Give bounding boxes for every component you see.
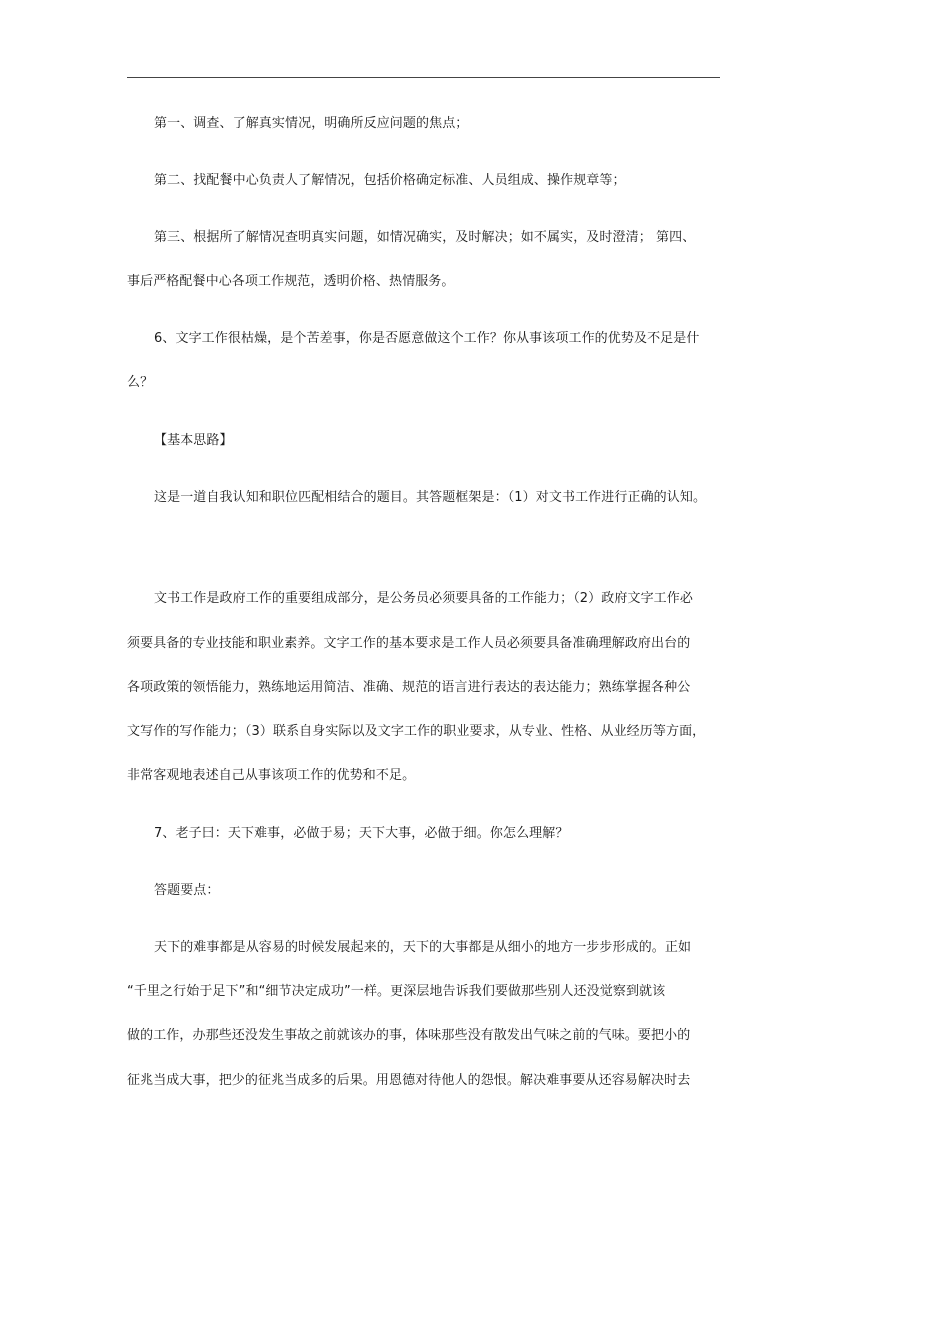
- section-heading: 【基本思路】: [154, 433, 233, 448]
- section-heading: 答题要点：: [154, 883, 220, 898]
- question-6-line: 么？: [127, 375, 154, 390]
- text-line: 事后严格配餐中心各项工作规范，透明价格、热情服务。: [127, 274, 455, 289]
- header-rule: [127, 77, 720, 78]
- text-line: 各项政策的领悟能力，熟练地运用简洁、准确、规范的语言进行表达的表达能力；熟练掌握各种公: [127, 680, 691, 695]
- text-line: 非常客观地表述自己从事该项工作的优势和不足。: [127, 768, 416, 783]
- text-line: 天下的难事都是从容易的时候发展起来的，天下的大事都是从细小的地方一步步形成的。正如: [154, 940, 692, 955]
- text-line: 征兆当成大事，把少的征兆当成多的后果。用恩德对待他人的怨恨。解决难事要从还容易解决时去: [127, 1073, 691, 1088]
- text-line: 这是一道自我认知和职位匹配相结合的题目。其答题框架是：（1）对文书工作进行正确的认知。: [154, 490, 707, 505]
- question-6-line: 6、文字工作很枯燥，是个苦差事，你是否愿意做这个工作？你从事该项工作的优势及不足是什: [154, 331, 700, 346]
- text-line: 文写作的写作能力；（3）联系自身实际以及文字工作的职业要求，从专业、性格、从业经历等方面，: [127, 724, 706, 739]
- text-line: 做的工作，办那些还没发生事故之前就该办的事，体味那些没有散发出气味之前的气味。要把小的: [127, 1028, 691, 1043]
- text-line: 第一、调查、了解真实情况，明确所反应问题的焦点；: [154, 116, 469, 131]
- text-line: 第二、找配餐中心负责人了解情况，包括价格确定标准、人员组成、操作规章等；: [154, 173, 626, 188]
- text-line: 须要具备的专业技能和职业素养。文字工作的基本要求是工作人员必须要具备准确理解政府出台的: [127, 636, 691, 651]
- question-7-line: 7、老子曰：天下难事，必做于易；天下大事，必做于细。你怎么理解？: [154, 826, 569, 841]
- text-line: “千里之行始于足下”和“细节决定成功”一样。更深层地告诉我们要做那些别人还没觉察到就该: [127, 984, 666, 999]
- text-line: 第三、根据所了解情况查明真实问题，如情况确实，及时解决；如不属实，及时澄清； 第四、: [154, 230, 696, 245]
- text-line: 文书工作是政府工作的重要组成部分，是公务员必须要具备的工作能力；（2）政府文字工作必: [154, 591, 693, 606]
